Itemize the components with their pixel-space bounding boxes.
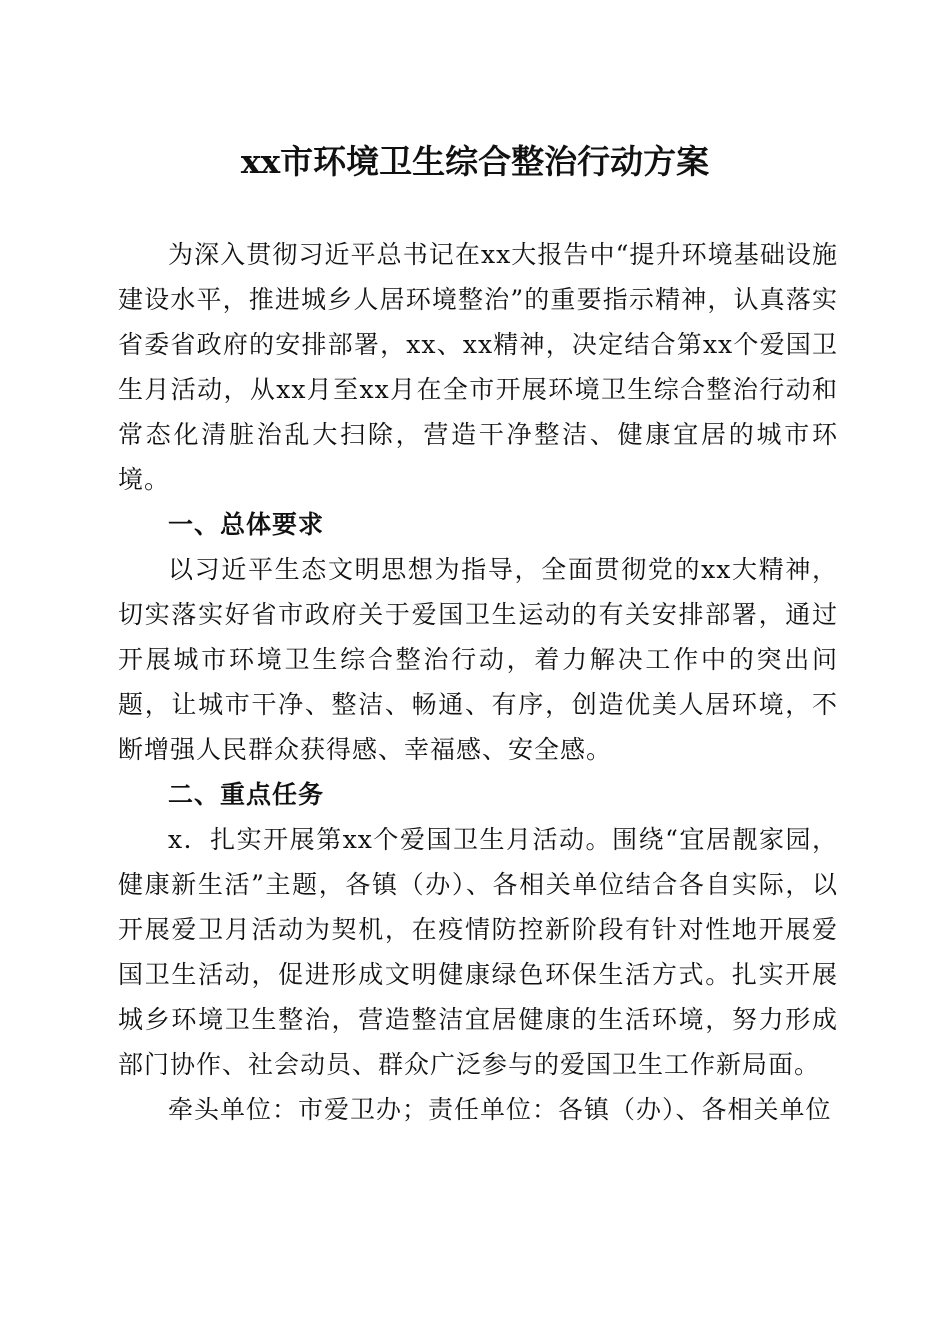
intro-paragraph: 为深入贯彻习近平总书记在xx大报告中“提升环境基础设施建设水平，推进城乡人居环境整治”的重要指示精神，认真落实省委省政府的安排部署，xx、xx精神，决定结合第xx个爱国卫生月活动，从xx月至xx月在全市开展环境卫生综合整治行动和常态化清脏治乱大扫除，营造干净整洁、健康宜居的城市环境。	[118, 240, 838, 494]
section-heading-general-requirements: 一、总体要求	[168, 510, 325, 539]
document-body	[118, 232, 838, 1132]
document-title: xx市环境卫生综合整治行动方案	[240, 142, 710, 181]
general-requirements-paragraph: 以习近平生态文明思想为指导，全面贯彻党的xx大精神，切实落实好省市政府关于爱国卫生运动的有关安排部署，通过开展城市环境卫生综合整治行动，着力解决工作中的突出问题，让城市干净、整洁、畅通、有序，创造优美人居环境，不断增强人民群众获得感、幸福感、安全感。	[118, 555, 838, 764]
responsible-units-paragraph: 牵头单位：市爱卫办；责任单位：各镇（办）、各相关单位	[168, 1095, 832, 1124]
section-heading-key-tasks: 二、重点任务	[168, 780, 325, 809]
key-task-item-paragraph: x．扎实开展第xx个爱国卫生月活动。围绕“宜居靓家园，健康新生活”主题，各镇（办）、各相关单位结合各自实际，以开展爱卫月活动为契机，在疫情防控新阶段有针对性地开展爱国卫生活动，促进形成文明健康绿色环保生活方式。扎实开展城乡环境卫生整治，营造整洁宜居健康的生活环境，努力形成部门协作、社会动员、群众广泛参与的爱国卫生工作新局面。	[118, 825, 838, 1079]
